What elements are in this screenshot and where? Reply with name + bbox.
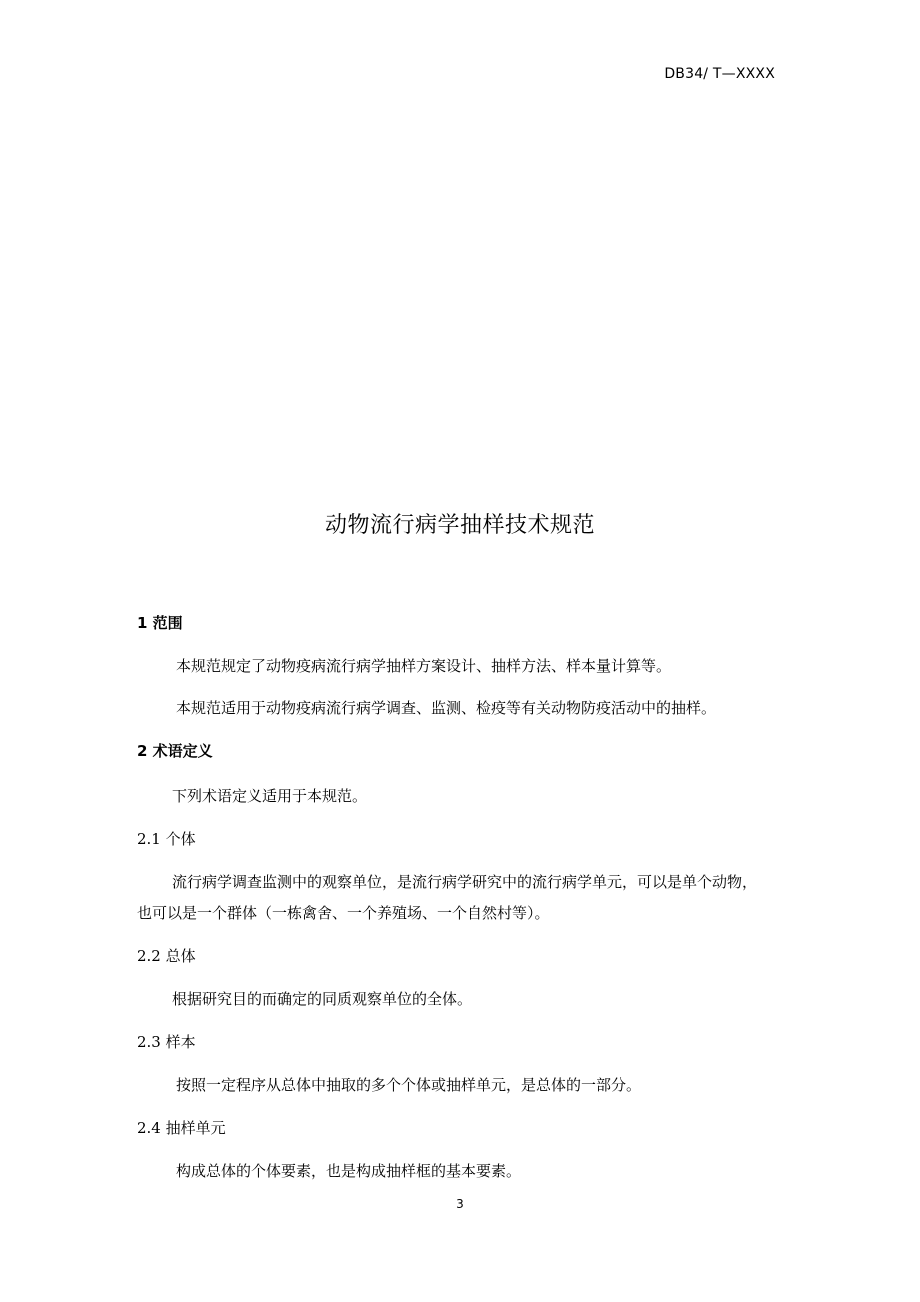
term-2-2-label: 2.2 总体 (137, 947, 196, 965)
section-2-heading: 2 术语定义 (137, 742, 213, 760)
section-1-paragraph-2: 本规范适用于动物疫病流行病学调查、监测、检疫等有关动物防疫活动中的抽样。 (176, 699, 717, 717)
section-2-intro: 下列术语定义适用于本规范。 (172, 787, 368, 805)
section-1-paragraph-1: 本规范规定了动物疫病流行病学抽样方案设计、抽样方法、样本量计算等。 (176, 657, 672, 675)
term-2-1-text-line-2: 也可以是一个群体（一栋禽舍、一个养殖场、一个自然村等）。 (137, 904, 550, 922)
section-1-heading: 1 范围 (137, 614, 183, 632)
standard-code: DB34/ T—XXXX (664, 66, 775, 82)
term-2-1-label: 2.1 个体 (137, 830, 196, 848)
term-2-3-text: 按照一定程序从总体中抽取的多个个体或抽样单元，是总体的一部分。 (176, 1076, 642, 1094)
document-title: 动物流行病学抽样技术规范 (324, 513, 595, 538)
term-2-3-label: 2.3 样本 (137, 1033, 196, 1051)
term-2-4-text: 构成总体的个体要素，也是构成抽样框的基本要素。 (176, 1162, 522, 1180)
page-number: 3 (456, 1197, 464, 1211)
term-2-2-text: 根据研究目的而确定的同质观察单位的全体。 (172, 990, 473, 1008)
term-2-4-label: 2.4 抽样单元 (137, 1119, 226, 1137)
term-2-1-text-line-1: 流行病学调查监测中的观察单位，是流行病学研究中的流行病学单元，可以是单个动物， (172, 873, 758, 891)
